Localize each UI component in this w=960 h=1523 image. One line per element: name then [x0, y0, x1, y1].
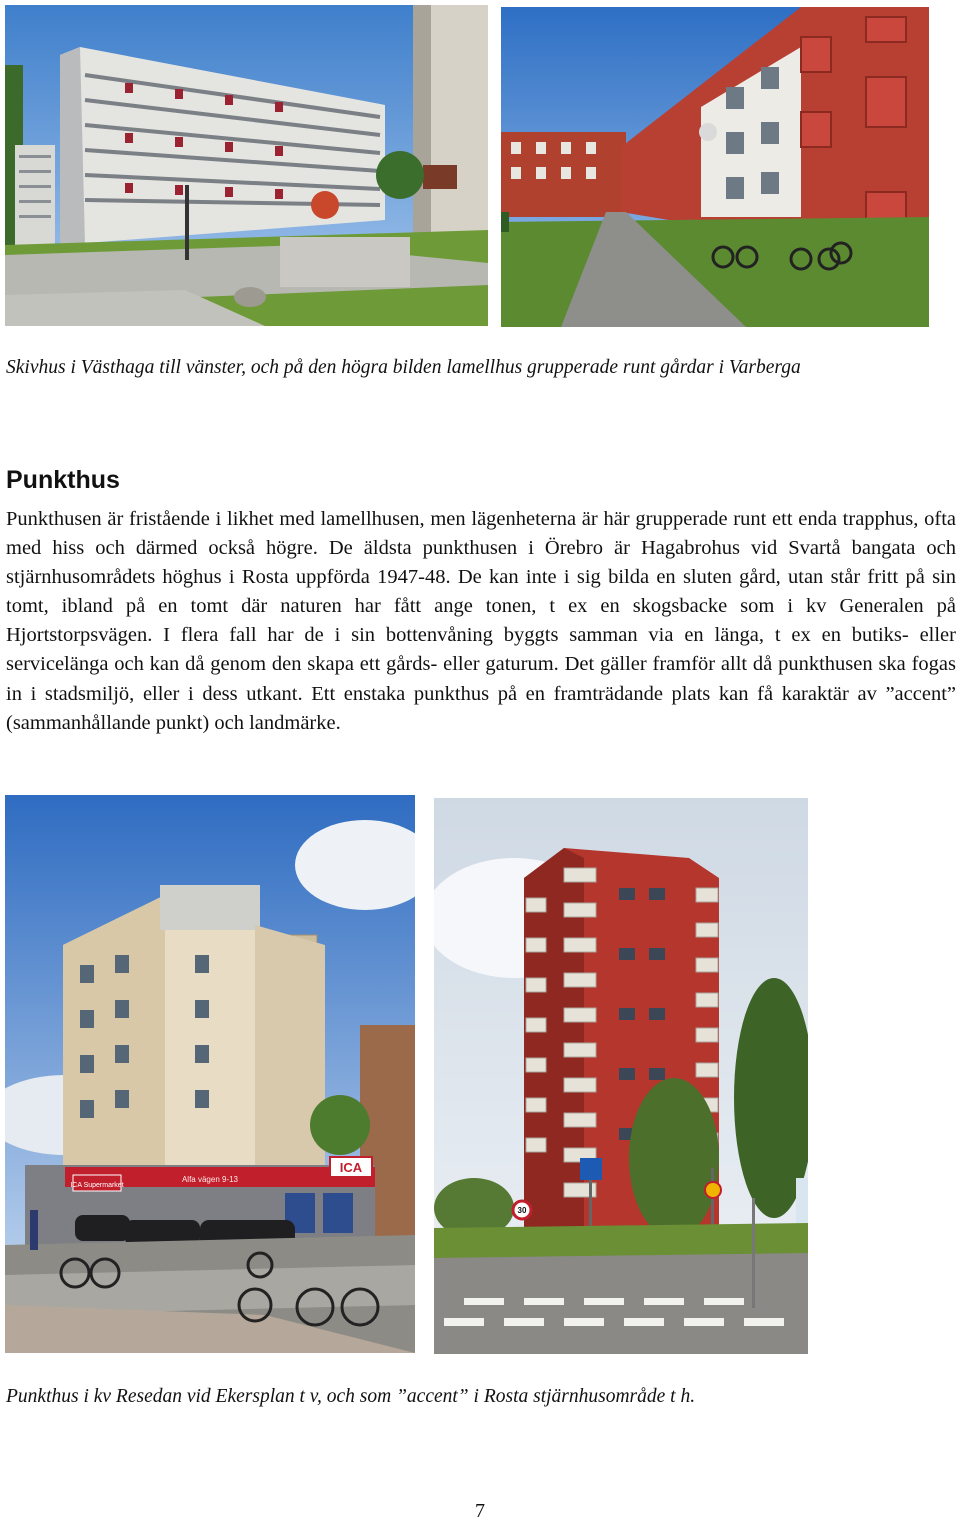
page-number: 7	[475, 1500, 485, 1522]
photo-skivhus-image	[5, 5, 488, 326]
photo-skivhus-vasthaga	[5, 5, 488, 326]
caption-bottom: Punkthus i kv Resedan vid Ekersplan t v, och som ”accent” i Rosta stjärnhusområde t h.	[6, 1386, 696, 1407]
photo-resedan-image	[5, 795, 415, 1353]
section-paragraph: Punkthusen är fristående i likhet med lamellhusen, men lägenheterna är här grupperade runt ett enda trapphus, ofta med hiss och därmed också högre. De äldsta punkthusen i Örebro är Hagabrohus vid Svartå bangata och stjärnhusområdets höghus i Rosta uppförda 1947-48. De kan inte i sig bilda en sluten gård, utan står fritt på sin tomt, ibland på en tomt där naturen har fått ange tonen, t ex en skogsbacke som i kv Generalen på Hjortstorpsvägen. I flera fall har de i sin bottenvåning byggts samman via en länga, t ex en butiks- eller servicelänga och kan då genom den skapa ett gårds- eller gaturum. Det gäller framför allt då punkthusen ska fogas in i stadsmiljö, eller i dess utkant. Ett enstaka punkthus på en framträdande plats kan få karaktär av ”accent” (sammanhållande punkt) och landmärke.	[6, 508, 956, 734]
photo-punkthus-resedan	[5, 795, 415, 1353]
shop-sign-address: Alfa vägen 9-13	[181, 1175, 239, 1184]
photo-punkthus-rosta	[434, 798, 808, 1354]
shop-sign-name: ICA Supermarket	[70, 1182, 124, 1189]
shop-sign-brand: ICA	[339, 1160, 363, 1175]
photo-rosta-image	[434, 798, 808, 1354]
section-heading: Punkthus	[6, 466, 120, 494]
photo-lamellhus-image	[501, 7, 929, 327]
photo-lamellhus-varberga	[501, 7, 929, 327]
speed-limit-sign: 30	[517, 1206, 527, 1215]
caption-top: Skivhus i Västhaga till vänster, och på den högra bilden lamellhus grupperade runt gårdar i Varberga	[6, 357, 801, 378]
